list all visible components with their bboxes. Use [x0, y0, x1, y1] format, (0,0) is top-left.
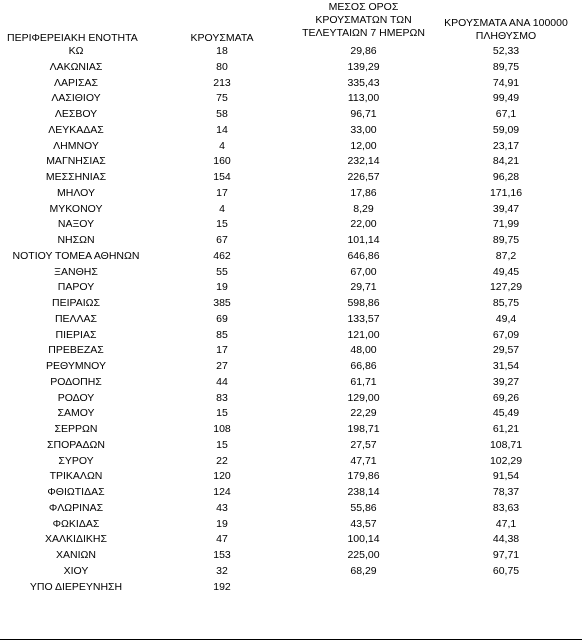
table-row: [0, 564, 582, 580]
avg-cell: 48,00: [350, 344, 377, 357]
cases-cell: 18: [216, 45, 228, 57]
avg-cell: 179,86: [347, 470, 380, 483]
cases-cell: 124: [213, 486, 231, 498]
per-100000-cell: 71,99: [492, 218, 520, 231]
avg-cell: 22,00: [350, 218, 377, 231]
cases-cell: 108: [213, 423, 231, 435]
region-cell: ΣΥΡΟΥ: [58, 454, 94, 467]
region-cell: ΧΙΟΥ: [63, 564, 89, 577]
avg-cell: 198,71: [347, 423, 380, 435]
table-row: [0, 91, 582, 107]
table-row: [0, 454, 582, 470]
cases-cell: 462: [213, 249, 231, 262]
per-100000-cell: 39,47: [492, 202, 520, 215]
table-row: [0, 107, 582, 123]
avg-cell: 29,71: [350, 281, 377, 294]
header-seven-day-average: [291, 1, 436, 40]
cases-cell: 32: [216, 564, 228, 577]
region-cell: ΣΠΟΡΑΔΩΝ: [47, 438, 105, 451]
region-cell: ΤΡΙΚΑΛΩΝ: [49, 470, 103, 483]
header-per-line-2: ΠΛΗΘΥΣΜΟ: [475, 30, 537, 42]
cases-cell: 14: [216, 123, 228, 136]
cases-cell: 44: [216, 375, 228, 388]
region-cell: ΧΑΝΙΩΝ: [56, 549, 96, 561]
cases-cell: 83: [216, 391, 228, 404]
avg-cell: 113,00: [347, 92, 380, 105]
per-100000-cell: 67,09: [492, 328, 520, 341]
cases-cell: 17: [216, 344, 228, 357]
region-cell: ΜΕΣΣΗΝΙΑΣ: [45, 171, 107, 183]
table-row: [0, 548, 582, 564]
cases-cell: 19: [216, 517, 228, 530]
avg-cell: 101,14: [347, 234, 380, 246]
table-row: [0, 123, 582, 139]
region-cell: ΦΛΩΡΙΝΑΣ: [48, 501, 104, 514]
per-100000-cell: 171,16: [489, 186, 523, 199]
region-cell: ΚΩ: [68, 45, 84, 57]
per-100000-cell: 87,2: [495, 249, 517, 262]
data-table-body: [0, 44, 582, 595]
cases-cell: 67: [216, 234, 228, 246]
per-100000-cell: 61,21: [492, 423, 520, 435]
region-cell: ΛΕΥΚΑΔΑΣ: [48, 123, 104, 136]
per-100000-cell: 49,4: [495, 312, 517, 325]
table-row: [0, 406, 582, 422]
region-cell: ΛΕΣΒΟΥ: [54, 108, 98, 120]
avg-cell: 67,00: [350, 265, 377, 278]
cases-cell: 15: [216, 218, 228, 231]
per-100000-cell: 44,38: [492, 533, 520, 546]
avg-cell: 68,29: [350, 564, 377, 577]
per-100000-cell: 59,09: [492, 123, 520, 136]
avg-cell: 121,00: [347, 328, 380, 341]
cases-cell: 22: [216, 454, 228, 467]
region-cell: ΠΑΡΟΥ: [57, 281, 95, 294]
avg-cell: 232,14: [347, 155, 380, 168]
per-100000-cell: 127,29: [489, 281, 523, 294]
region-cell: ΛΑΡΙΣΑΣ: [54, 76, 98, 89]
table-row: [0, 438, 582, 454]
table-row: [0, 170, 582, 186]
avg-cell: 129,00: [347, 391, 380, 404]
table-row: [0, 60, 582, 76]
table-row: [0, 44, 582, 60]
table-row: [0, 202, 582, 218]
region-cell: ΛΗΜΝΟΥ: [53, 139, 99, 152]
per-100000-cell: 99,49: [492, 92, 520, 105]
avg-cell: 598,86: [347, 297, 380, 309]
per-100000-cell: 91,54: [492, 470, 520, 483]
cases-cell: 213: [213, 76, 231, 89]
per-100000-cell: 84,21: [492, 155, 520, 168]
per-100000-cell: 78,37: [492, 486, 520, 498]
cases-cell: 55: [216, 265, 228, 278]
region-cell: ΣΕΡΡΩΝ: [54, 423, 98, 435]
avg-cell: 27,57: [350, 438, 377, 451]
table-row: [0, 139, 582, 155]
avg-cell: 8,29: [353, 202, 374, 215]
cases-cell: 43: [216, 501, 228, 514]
cases-cell: 80: [216, 60, 228, 73]
table-row: [0, 328, 582, 344]
table-row: [0, 154, 582, 170]
region-cell: ΠΕΙΡΑΙΩΣ: [52, 297, 100, 309]
cases-cell: 385: [213, 297, 231, 309]
table-row: [0, 76, 582, 92]
region-cell: ΥΠΟ ΔΙΕΡΕΥΝΗΣΗ: [29, 580, 123, 593]
per-100000-cell: 108,71: [489, 438, 523, 451]
cases-cell: 154: [213, 171, 231, 183]
avg-cell: 33,00: [350, 123, 377, 136]
cases-cell: 85: [216, 328, 228, 341]
per-100000-cell: 47,1: [495, 517, 517, 530]
avg-cell: 12,00: [350, 139, 377, 152]
region-cell: ΧΑΛΚΙΔΙΚΗΣ: [45, 533, 107, 546]
avg-cell: 100,14: [347, 533, 380, 546]
avg-cell: 139,29: [347, 60, 380, 73]
region-cell: ΜΗΛΟΥ: [57, 186, 95, 199]
region-cell: ΦΘΙΩΤΙΔΑΣ: [47, 486, 105, 498]
region-cell: ΜΥΚΟΝΟΥ: [49, 202, 103, 215]
avg-cell: 646,86: [347, 249, 380, 262]
table-row: [0, 422, 582, 438]
table-row: [0, 469, 582, 485]
table-row: [0, 343, 582, 359]
table-row: [0, 233, 582, 249]
region-cell: ΡΟΔΟΥ: [57, 391, 95, 404]
per-100000-cell: 39,27: [492, 375, 520, 388]
per-100000-cell: 67,1: [495, 108, 517, 120]
header-region: ΠΕΡΙΦΕΡΕΙΑΚΗ ΕΝΟΤΗΤΑ: [7, 32, 138, 44]
cases-cell: 15: [216, 407, 228, 420]
cases-cell: 192: [213, 580, 231, 593]
table-row: [0, 580, 582, 596]
region-cell: ΜΑΓΝΗΣΙΑΣ: [46, 155, 106, 168]
per-100000-cell: 23,17: [492, 139, 520, 152]
avg-cell: 47,71: [350, 454, 377, 467]
region-cell: ΛΑΚΩΝΙΑΣ: [49, 60, 103, 73]
per-100000-cell: 74,91: [492, 76, 520, 89]
per-100000-cell: 60,75: [492, 564, 520, 577]
per-100000-cell: 69,26: [492, 391, 520, 404]
region-cell: ΠΕΛΛΑΣ: [54, 312, 98, 325]
avg-cell: 17,86: [350, 186, 377, 199]
header-cases: ΚΡΟΥΣΜΑΤΑ: [190, 32, 254, 44]
table-row: [0, 249, 582, 265]
header-avg-line-3: ΤΕΛΕΥΤΑΙΩΝ 7 ΗΜΕΡΩΝ: [302, 27, 425, 39]
per-100000-cell: 31,54: [492, 360, 520, 372]
avg-cell: 61,71: [350, 375, 377, 388]
table-row: [0, 359, 582, 375]
table-row: [0, 517, 582, 533]
avg-cell: 226,57: [347, 171, 380, 183]
per-100000-cell: 52,33: [492, 45, 520, 57]
cases-cell: 17: [216, 186, 228, 199]
per-100000-cell: 89,75: [492, 60, 520, 73]
region-cell: ΠΙΕΡΙΑΣ: [55, 328, 97, 341]
cases-cell: 153: [213, 549, 231, 561]
table-row: [0, 532, 582, 548]
avg-cell: 133,57: [347, 312, 380, 325]
avg-cell: 55,86: [350, 501, 377, 514]
avg-cell: 225,00: [347, 549, 380, 561]
avg-cell: 43,57: [350, 517, 377, 530]
table-row: [0, 312, 582, 328]
region-cell: ΡΕΘΥΜΝΟΥ: [45, 360, 106, 372]
per-100000-cell: 83,63: [492, 501, 520, 514]
avg-cell: 22,29: [350, 407, 377, 420]
per-100000-cell: 49,45: [492, 265, 520, 278]
cases-cell: 4: [219, 139, 225, 152]
bottom-divider: [0, 639, 582, 640]
per-100000-cell: 85,75: [492, 297, 520, 309]
table-row: [0, 391, 582, 407]
table-row: [0, 280, 582, 296]
table-row: [0, 485, 582, 501]
table-row: [0, 265, 582, 281]
region-cell: ΛΑΣΙΘΙΟΥ: [51, 92, 101, 105]
table-row: [0, 186, 582, 202]
avg-cell: 66,86: [350, 360, 377, 372]
region-cell: ΠΡΕΒΕΖΑΣ: [48, 344, 104, 357]
table-row: [0, 217, 582, 233]
region-cell: ΣΑΜΟΥ: [57, 407, 95, 420]
region-cell: ΡΟΔΟΠΗΣ: [50, 375, 102, 388]
per-100000-cell: 96,28: [492, 171, 520, 183]
region-cell: ΝΗΣΩΝ: [57, 234, 95, 246]
avg-cell: 96,71: [350, 108, 377, 120]
table-row: [0, 501, 582, 517]
cases-cell: 19: [216, 281, 228, 294]
cases-cell: 27: [216, 360, 228, 372]
avg-cell: 29,86: [350, 45, 377, 57]
region-cell: ΝΑΞΟΥ: [57, 218, 95, 231]
region-cell: ΞΑΝΘΗΣ: [54, 265, 98, 278]
header-cases-per-100000: [430, 17, 582, 43]
per-100000-cell: 102,29: [489, 454, 523, 467]
avg-cell: 238,14: [347, 486, 380, 498]
region-cell: ΦΩΚΙΔΑΣ: [52, 517, 100, 530]
header-avg-line-2: ΚΡΟΥΣΜΑΤΩΝ ΤΩΝ: [315, 14, 412, 26]
per-100000-cell: 45,49: [492, 407, 520, 420]
cases-cell: 75: [216, 92, 228, 105]
header-per-line-1: ΚΡΟΥΣΜΑΤΑ ΑΝΑ 100000: [444, 17, 568, 29]
avg-cell: 335,43: [347, 76, 380, 89]
cases-cell: 47: [216, 533, 228, 546]
table-row: [0, 375, 582, 391]
cases-cell: 160: [213, 155, 231, 168]
cases-cell: 58: [216, 108, 228, 120]
per-100000-cell: 97,71: [492, 549, 520, 561]
cases-cell: 4: [219, 202, 225, 215]
cases-cell: 69: [216, 312, 228, 325]
cases-cell: 120: [213, 470, 231, 483]
region-cell: ΝΟΤΙΟΥ ΤΟΜΕΑ ΑΘΗΝΩΝ: [12, 249, 140, 262]
cases-cell: 15: [216, 438, 228, 451]
per-100000-cell: 89,75: [492, 234, 520, 246]
header-avg-line-1: ΜΕΣΟΣ ΟΡΟΣ: [328, 1, 399, 13]
table-row: [0, 296, 582, 312]
per-100000-cell: 29,57: [492, 344, 520, 357]
